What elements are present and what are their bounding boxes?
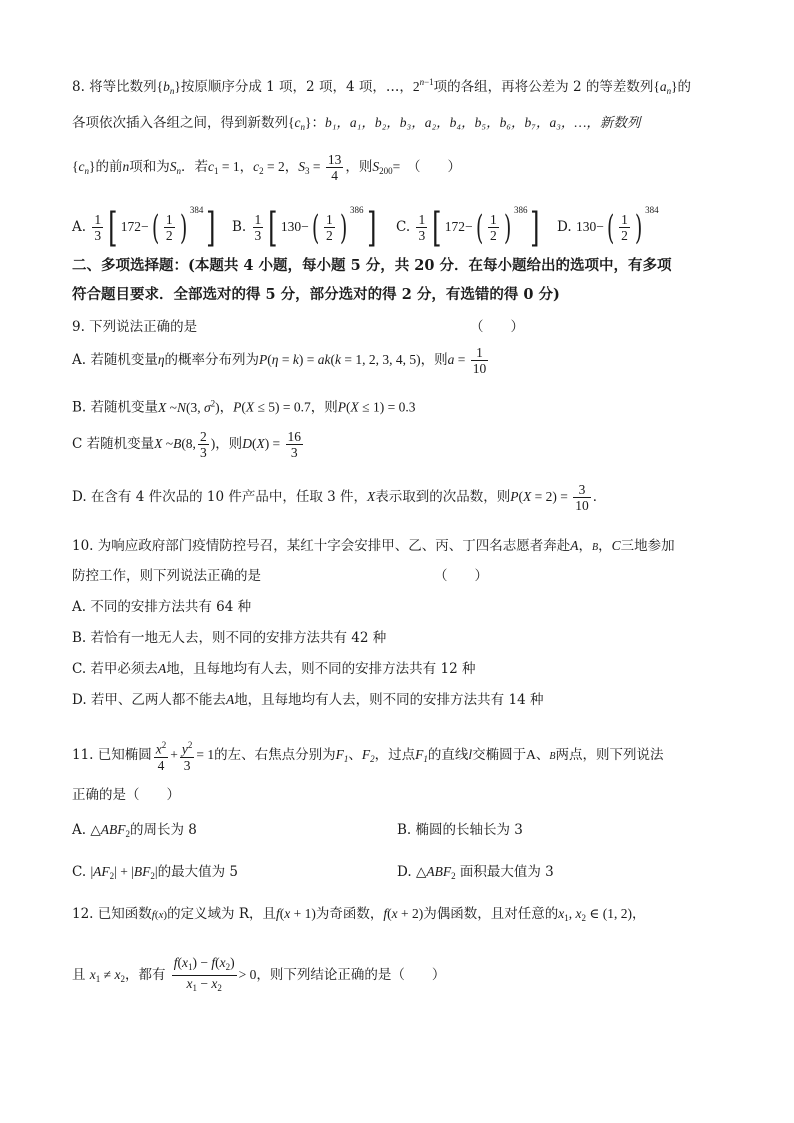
q10-text1: 10. 为响应政府部门疫情防控号召，某红十字会安排甲、乙、丙、丁四名志愿者奔赴 [72, 538, 571, 554]
q11-text4: 的直线 [427, 746, 469, 763]
q8-option-b-label: B. [232, 219, 247, 235]
q8-text-h: 项和为 [129, 159, 170, 175]
q8-option-a-coef: 172 [120, 219, 141, 234]
q9-stem [72, 317, 197, 337]
q10-option-a[interactable]: A. 不同的安排方法共有 64 种 [72, 599, 252, 615]
q11-option-a[interactable]: A. $\triangle ABF_2$的周长为 8 [72, 822, 197, 839]
q12-text7: ，则下列结论正确的是（ ） [256, 967, 446, 983]
q8-option-a-exp: 384 [189, 205, 204, 215]
q12-text4: 为偶函数，且对任意的 [423, 906, 559, 922]
q8-text-d: 的 [677, 79, 692, 95]
q8-text-e: 各项依次插入各组之间，得到新数列 [72, 115, 288, 131]
q8-option-c-coef: 172 [444, 219, 466, 234]
q11-text5: 交椭圆于 [472, 746, 527, 763]
q8-text-b: 按原顺序分成 1 项，2 项，4 项，…， [180, 79, 413, 95]
q12-line1: 12. 已知函数f(x)的定义域为 R，且f(x + 1)为奇函数，f(x + 2)为偶函数，且对任意的$x_1$, $x_2$ ∈ (1, 2)， [72, 906, 646, 923]
q8-option-d-exp: 384 [645, 205, 659, 215]
q9-d-text1: D. 在含有 4 件次品的 10 件产品中，任取 3 件， [72, 489, 368, 505]
q10-text2: 三地参加 [620, 538, 675, 554]
q9-paren: （ ） [470, 319, 524, 335]
q11-text3: ，过点 [374, 746, 416, 763]
q10-c-text1: C. 若甲必须去 [72, 661, 158, 677]
q10-d-text2: 地，且每地均有人去，则不同的安排方法共有 14 种 [234, 692, 544, 708]
q10-option-b[interactable]: B. 若恰有一地无人去，则不同的安排方法共有 42 种 [72, 630, 387, 646]
q11-text6: 两点，则下列说法 [555, 746, 664, 763]
q9-stem-text: 9. 下列说法正确的是 [72, 319, 198, 335]
q9-option-c[interactable]: C 若随机变量X ~B(8, $\frac{2}{3}$ )，则D(X) = $\frac{16}{3}$ [72, 429, 302, 460]
q8-text-f: ： [311, 115, 325, 131]
q9-c-text2: ，则 [215, 436, 243, 452]
q10-option-d[interactable]: D. 若甲、乙两人都不能去A地，且每地均有人去，则不同的安排方法共有 14 种 [72, 692, 544, 708]
q8-option-c[interactable]: C. $\frac{1}{3}$ [ 172−( $\frac{1}{2}$ ) $^{386}$] [396, 204, 540, 251]
q11-a-label: A. [72, 822, 87, 838]
q8-text-c: 项的各组，再将公差为 2 的等差数列 [433, 79, 654, 95]
q8-text-i: ．若 [180, 159, 208, 175]
q9-b-text3: ，则 [310, 399, 338, 416]
section2-heading-line2: 符合题目要求．全部选对的得 5 分，部分选对的得 2 分，有选错的得 0 分) [72, 286, 560, 303]
q11-text2: 的左、右焦点分别为 [214, 746, 336, 763]
q8-text-l: ，则 [345, 159, 373, 175]
q8-line3: $\{c_n\}$的前n项和为$S_n$．若$c_1 = 1$，$c_2 = 2$，$S_3$ = $\frac{13}{4}$ ，则$S_{200}=$ （ ） [72, 152, 461, 183]
q8-option-c-label: C. [396, 219, 411, 235]
q12-text3: 为奇函数， [315, 906, 384, 922]
q8-paren: （ ） [413, 159, 461, 175]
q9-option-b[interactable]: B. 若随机变量X ~N(3, $\sigma^2$)，P(X ≤ 5) = 0.7，则P(X ≤ 1) = 0.3 [72, 398, 416, 416]
q11-option-d[interactable]: D. $\triangle ABF_2$ 面积最大值为 3 [397, 864, 554, 881]
q11-c-text: 的最大值为 5 [157, 864, 239, 880]
q8-line1: 8. 将等比数列$\{b_n\}$按原顺序分成 1 项，2 项，4 项，…，$2^{n-1}$项的各组，再将公差为 2 的等差数列$\{a_n\}$的 [72, 77, 692, 96]
q9-a-text1: A. 若随机变量 [72, 352, 158, 368]
q9-a-text3: ，则 [420, 352, 448, 368]
q11-d-text: 面积最大值为 3 [459, 864, 554, 880]
q8-option-c-exp: 386 [513, 205, 528, 215]
q12-text5: 且 [72, 967, 86, 983]
q12-line2: 且 $x_1 \ne x_2$，都有 $\frac{f(x_1) - f(x_2)}{x_1 - x_2}$ > 0，则下列结论正确的是（ ） [72, 955, 446, 993]
q9-a-text2: 的概率分布列为 [164, 352, 260, 368]
q11-d-label: D. [397, 864, 412, 880]
q9-d-text3: ． [592, 489, 607, 505]
q11-option-b[interactable]: B. 椭圆的长轴长为 3 [397, 822, 523, 838]
q10-c-text2: 地，且每地均有人去，则不同的安排方法共有 12 种 [166, 661, 476, 677]
q8-option-a[interactable]: A. $\frac{1}{3}$ [ 172−( $\frac{1}{2}$ ) $^{384}$] [72, 204, 216, 251]
q11-a-text: 的周长为 8 [129, 822, 197, 838]
q10-d-text1: D. 若甲、乙两人都不能去 [72, 692, 226, 708]
q10-line1: 10. 为响应政府部门疫情防控号召，某红十字会安排甲、乙、丙、丁四名志愿者奔赴A，B，C三地参加 [72, 538, 675, 554]
section2-heading-line1: 二、多项选择题：(本题共 4 小题，每小题 5 分，共 20 分．在每小题给出的选项中，有多项 [72, 257, 672, 274]
q10-paren: （ ） [434, 568, 488, 584]
q11-option-c[interactable]: C. $|AF_2| + |BF_2|$的最大值为 5 [72, 864, 239, 881]
q8-line2: 各项依次插入各组之间，得到新数列$\{c_n\}$：b₁，a₁，b₂，b₃，a₂，b₄，b₅，b₆，b₇，a₃，…，新数列 [72, 115, 641, 132]
q11-line1: 11. 已知椭圆 $\frac{x^2}{4}$ + $\frac{y^2}{3}$ = 1的左、右焦点分别为$F_1$、$F_2$，过点$F_1$的直线l交椭圆于A、B两点，则下列说法 [72, 740, 664, 773]
q10-option-c[interactable]: C. 若甲必须去A地，且每地均有人去，则不同的安排方法共有 12 种 [72, 661, 476, 677]
q10-line2: 防控工作，则下列说法正确的是 [72, 568, 261, 584]
q8-option-b-exp: 386 [350, 205, 364, 215]
q9-b-text2: ， [219, 399, 234, 416]
q8-text-g: 的前 [95, 159, 123, 175]
q9-b-text1: B. 若随机变量 [72, 399, 159, 416]
q9-option-d[interactable]: D. 在含有 4 件次品的 10 件产品中，任取 3 件，X表示取到的次品数，则P(X = 2) = $\frac{3}{10}$ ． [72, 482, 607, 513]
q9-c-text1: C 若随机变量 [72, 436, 155, 452]
q11-text1: 11. 已知椭圆 [72, 746, 152, 763]
q12-text6: ，都有 [124, 967, 166, 983]
q9-d-text2: 表示取到的次品数，则 [375, 489, 511, 505]
q8-option-a-label: A. [72, 219, 87, 235]
q8-option-b-coef: 130 [280, 219, 302, 234]
q12-text2: 的定义域为 R，且 [167, 906, 277, 922]
q8-option-d-label: D. [557, 219, 572, 235]
q11-line2: 正确的是（ ） [72, 787, 180, 803]
q8-sequence: b₁，a₁，b₂，b₃，a₂，b₄，b₅，b₆，b₇，a₃，…，新数列 [324, 115, 641, 130]
q8-option-b[interactable]: B. $\frac{1}{3}$ [ 130−( $\frac{1}{2}$ ) $^{386}$] [232, 204, 377, 251]
q12-text1: 12. 已知函数 [72, 906, 152, 922]
q8-option-d[interactable]: D. 130−( $\frac{1}{2}$ ) $^{384}$ [557, 205, 659, 248]
q8-text-k: ， [284, 159, 299, 175]
q9-option-a[interactable]: A. 若随机变量η的概率分布列为P(η = k) = ak(k = 1, 2, 3, 4, 5)，则a = $\frac{1}{10}$ [72, 345, 487, 376]
q11-c-label: C. [72, 864, 87, 880]
q8-text-j: ， [239, 159, 254, 175]
q8-text-a: 8. 将等比数列 [72, 79, 157, 95]
q8-option-d-coef: 130 [575, 219, 597, 234]
